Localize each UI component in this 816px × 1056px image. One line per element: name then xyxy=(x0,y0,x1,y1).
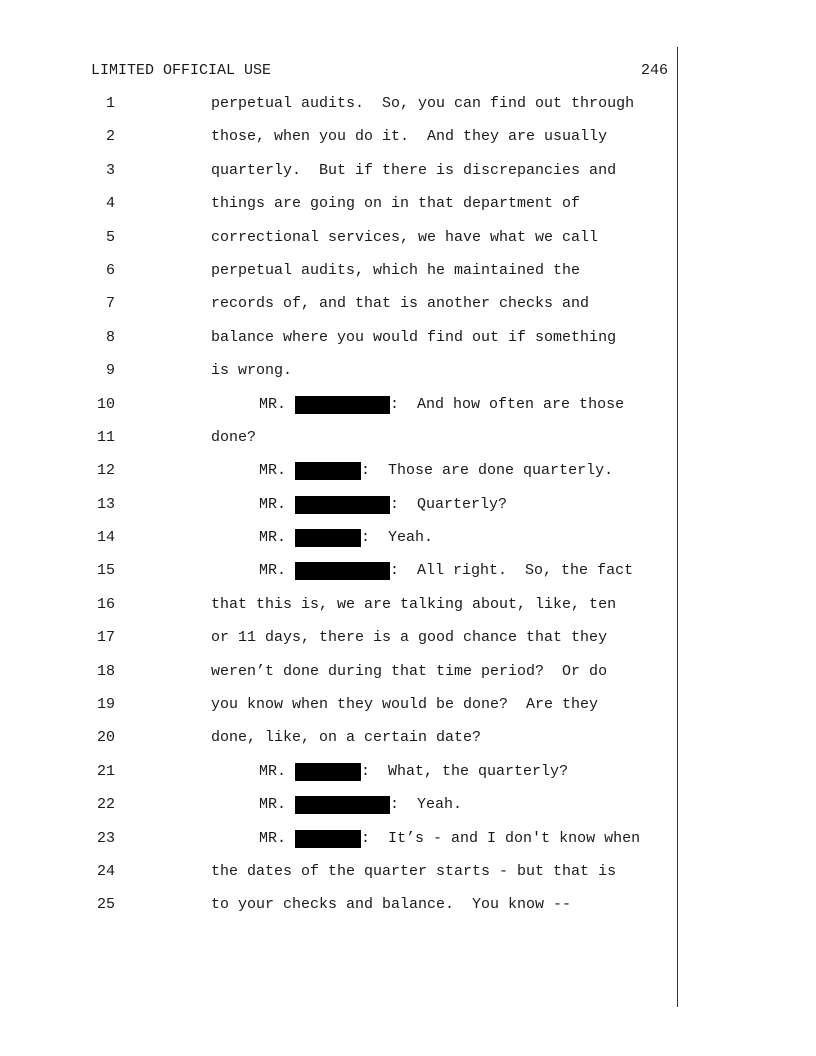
transcript-line xyxy=(0,95,680,128)
speaker-line xyxy=(259,496,507,514)
transcript-line xyxy=(0,396,680,429)
redaction-bar xyxy=(295,562,390,580)
line-number: 8 xyxy=(105,328,115,346)
line-text: those, when you do it. And they are usually xyxy=(211,128,608,146)
line-number: 20 xyxy=(96,729,115,747)
redaction-bar xyxy=(295,796,390,814)
redaction-bar xyxy=(295,763,361,781)
line-number: 14 xyxy=(96,529,115,547)
classification-label: LIMITED OFFICIAL USE xyxy=(91,62,272,79)
speaker-title: MR. xyxy=(259,796,287,814)
line-text: perpetual audits, which he maintained the xyxy=(211,261,581,279)
transcript-line xyxy=(0,729,680,762)
line-text: balance where you would find out if something xyxy=(211,328,617,346)
speaker-text: : Yeah. xyxy=(361,529,434,547)
transcript-line xyxy=(0,663,680,696)
line-text: you know when they would be done? Are they xyxy=(211,696,599,714)
line-text: or 11 days, there is a good chance that they xyxy=(211,629,608,647)
line-number: 17 xyxy=(96,629,115,647)
transcript-line xyxy=(0,629,680,662)
transcript-line xyxy=(0,796,680,829)
transcript-line xyxy=(0,362,680,395)
speaker-line xyxy=(259,562,633,580)
transcript-line xyxy=(0,596,680,629)
line-number: 21 xyxy=(96,762,115,780)
speaker-title: MR. xyxy=(259,462,287,480)
line-number: 23 xyxy=(96,829,115,847)
speaker-title: MR. xyxy=(259,529,287,547)
line-text: weren’t done during that time period? Or do xyxy=(211,662,608,680)
redaction-bar xyxy=(295,529,361,547)
speaker-line xyxy=(259,529,433,547)
speaker-text: : Those are done quarterly. xyxy=(361,462,614,480)
line-text: to your checks and balance. You know -- xyxy=(211,896,572,914)
redaction-bar xyxy=(295,396,390,414)
page-header xyxy=(91,62,668,80)
line-number: 2 xyxy=(105,128,115,146)
speaker-title: MR. xyxy=(259,395,287,413)
transcript-line xyxy=(0,529,680,562)
line-number: 15 xyxy=(96,562,115,580)
line-text: is wrong. xyxy=(211,362,293,380)
redaction-bar xyxy=(295,496,390,514)
line-number: 10 xyxy=(96,395,115,413)
speaker-line xyxy=(259,396,624,414)
transcript-line xyxy=(0,229,680,262)
speaker-text: : All right. So, the fact xyxy=(390,562,634,580)
transcript-line xyxy=(0,830,680,863)
redaction-bar xyxy=(295,462,361,480)
speaker-line xyxy=(259,830,640,848)
line-number: 3 xyxy=(105,161,115,179)
transcript-line xyxy=(0,863,680,896)
speaker-text: : And how often are those xyxy=(390,395,625,413)
line-text: done? xyxy=(211,428,257,446)
transcript-line xyxy=(0,162,680,195)
transcript-line xyxy=(0,429,680,462)
speaker-line xyxy=(259,763,568,781)
line-text: that this is, we are talking about, like, ten xyxy=(211,595,617,613)
line-number: 7 xyxy=(105,295,115,313)
line-number: 1 xyxy=(105,95,115,112)
transcript-line xyxy=(0,195,680,228)
line-number: 5 xyxy=(105,228,115,246)
transcript-line xyxy=(0,462,680,495)
line-text: perpetual audits. So, you can find out through xyxy=(211,95,635,112)
speaker-title: MR. xyxy=(259,495,287,513)
line-number: 19 xyxy=(96,696,115,714)
line-text: things are going on in that department of xyxy=(211,195,581,213)
speaker-title: MR. xyxy=(259,562,287,580)
transcript-body xyxy=(0,95,680,930)
redaction-bar xyxy=(295,830,361,848)
speaker-text: : What, the quarterly? xyxy=(361,762,569,780)
line-text: records of, and that is another checks and xyxy=(211,295,590,313)
line-text: correctional services, we have what we call xyxy=(211,228,599,246)
speaker-line xyxy=(259,462,613,480)
line-number: 25 xyxy=(96,896,115,914)
speaker-text: : It’s - and I don't know when xyxy=(361,829,641,847)
line-number: 24 xyxy=(96,862,115,880)
line-number: 12 xyxy=(96,462,115,480)
line-number: 13 xyxy=(96,495,115,513)
transcript-line xyxy=(0,763,680,796)
line-number: 18 xyxy=(96,662,115,680)
line-number: 22 xyxy=(96,796,115,814)
line-number: 11 xyxy=(96,428,115,446)
line-text: done, like, on a certain date? xyxy=(211,729,482,747)
line-text: quarterly. But if there is discrepancies and xyxy=(211,161,617,179)
transcript-line xyxy=(0,896,680,929)
speaker-title: MR. xyxy=(259,829,287,847)
transcript-line xyxy=(0,562,680,595)
speaker-text: : Quarterly? xyxy=(390,495,508,513)
transcript-line xyxy=(0,496,680,529)
speaker-text: : Yeah. xyxy=(390,796,463,814)
transcript-line xyxy=(0,295,680,328)
transcript-line xyxy=(0,696,680,729)
line-text: the dates of the quarter starts - but that is xyxy=(211,862,617,880)
page-number: 246 xyxy=(640,62,668,79)
speaker-title: MR. xyxy=(259,762,287,780)
speaker-line xyxy=(259,796,462,814)
line-number: 9 xyxy=(105,362,115,380)
line-number: 6 xyxy=(105,261,115,279)
transcript-line xyxy=(0,262,680,295)
transcript-line xyxy=(0,329,680,362)
transcript-line xyxy=(0,128,680,161)
line-number: 16 xyxy=(96,595,115,613)
line-number: 4 xyxy=(105,195,115,213)
